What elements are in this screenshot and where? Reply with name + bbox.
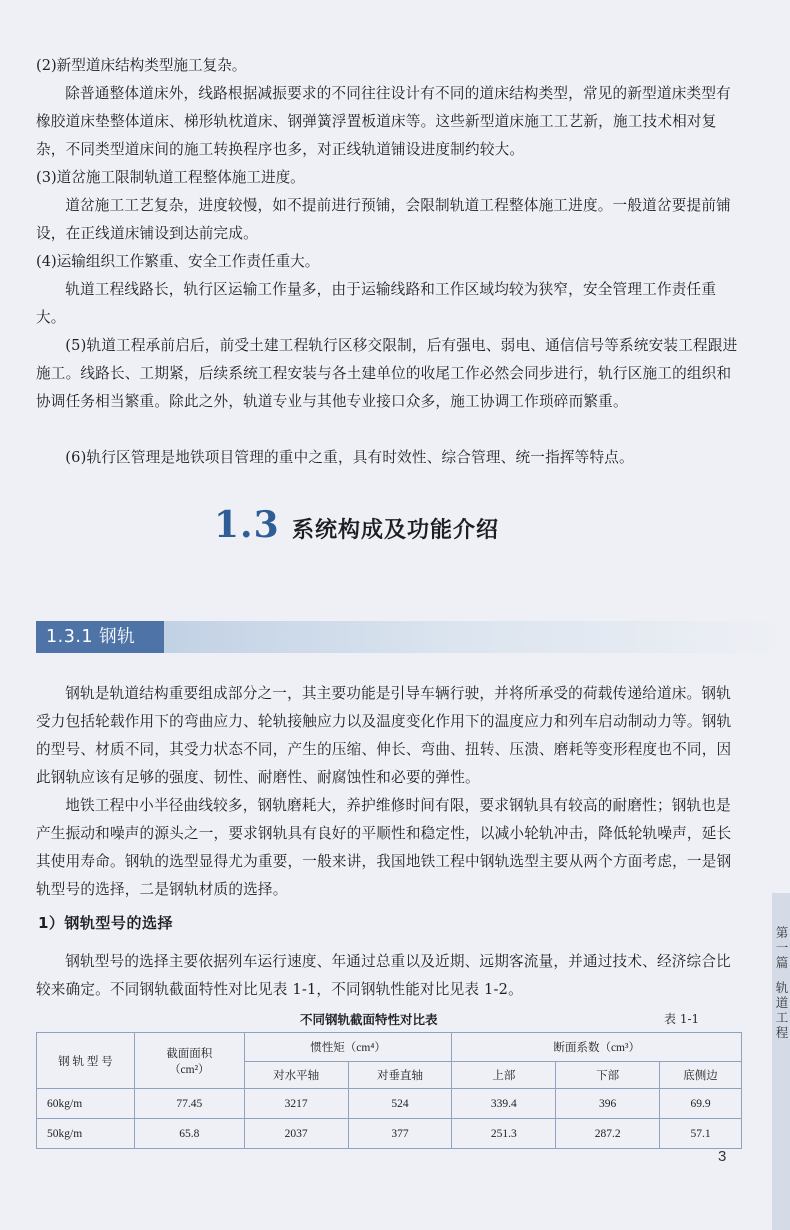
cell-modulus-bottom: 287.2 <box>556 1119 660 1149</box>
header-bottom: 下部 <box>556 1062 660 1089</box>
header-base-side: 底侧边 <box>660 1062 742 1089</box>
cell-modulus-top: 251.3 <box>452 1119 556 1149</box>
cell-inertia-h: 2037 <box>244 1119 348 1149</box>
item-4-body: 轨道工程线路长，轨行区运输工作量多，由于运输线路和工作区域均较为狭窄，安全管理工作责任重大。 <box>36 281 717 326</box>
cell-type: 60kg/m <box>37 1089 135 1119</box>
cell-type: 50kg/m <box>37 1119 135 1149</box>
table-row <box>37 1089 742 1119</box>
section-name: 系统构成及功能介绍 <box>292 518 500 543</box>
header-vertical-axis: 对垂直轴 <box>348 1062 452 1089</box>
cell-modulus-base: 69.9 <box>660 1089 742 1119</box>
item-4-heading: (4)运输组织工作繁重、安全工作责任重大。 <box>36 253 320 270</box>
subheading-rail-type: 1）钢轨型号的选择 <box>38 914 173 932</box>
chapter-side-label <box>775 925 789 1040</box>
section-number: 1.3 <box>214 504 280 546</box>
header-inertia: 惯性矩（cm⁴） <box>244 1033 452 1062</box>
item-3-body: 道岔施工工艺复杂，进度较慢，如不提前进行预铺，会限制轨道工程整体施工进度。一般道岔要提前铺设，在正线道床铺设到达前完成。 <box>36 197 731 242</box>
cell-modulus-bottom: 396 <box>556 1089 660 1119</box>
item-2-body: 除普通整体道床外，线路根据减振要求的不同往往设计有不同的道床结构类型，常见的新型道床类型有橡胶道床垫整体道床、梯形轨枕道床、钢弹簧浮置板道床等。这些新型道床施工工艺新，施工技术相对复杂，不同类型道床间的施工转换程序也多，对正线轨道铺设进度制约较大。 <box>36 85 731 158</box>
side-topic: 轨道工程 <box>775 980 789 1040</box>
cell-area: 65.8 <box>134 1119 244 1149</box>
cell-inertia-v: 524 <box>348 1089 452 1119</box>
cell-inertia-h: 3217 <box>244 1089 348 1119</box>
subsection-label: 1.3.1 钢轨 <box>46 627 136 647</box>
header-rail-type: 钢 轨 型 号 <box>37 1033 135 1089</box>
item-5-body: (5)轨道工程承前启后，前受土建工程轨行区移交限制，后有强电、弱电、通信信号等系统安装工程跟进施工。线路长、工期紧，后续系统工程安装与各土建单位的收尾工作必然会同步进行，轨行区施工的组织和协调任务相当繁重。除此之外，轨道专业与其他专业接口众多，施工协调工作琐碎而繁重。 <box>36 337 738 410</box>
header-top: 上部 <box>452 1062 556 1089</box>
table-caption: 不同钢轨截面特性对比表 <box>300 1012 438 1027</box>
body-paragraph-1: 钢轨是轨道结构重要组成部分之一，其主要功能是引导车辆行驶，并将所承受的荷载传递给道床。钢轨受力包括轮载作用下的弯曲应力、轮轨接触应力以及温度变化作用下的温度应力和列车启动制动力等。钢轨的型号、材质不同，其受力状态不同，产生的压缩、伸长、弯曲、扭转、压溃、磨耗等变形程度也不同，因此钢轨应该有足够的强度、韧性、耐磨性、耐腐蚀性和必要的弹性。 <box>36 685 732 786</box>
body-paragraph-3: 钢轨型号的选择主要依据列车运行速度、年通过总重以及近期、远期客流量，并通过技术、经济综合比较来确定。不同钢轨截面特性对比见表 1-1，不同钢轨性能对比见表 1-2。 <box>36 953 731 998</box>
cell-inertia-v: 377 <box>348 1119 452 1149</box>
header-area-unit: （cm²） <box>169 1063 210 1076</box>
body-paragraph-2: 地铁工程中小半径曲线较多，钢轨磨耗大，养护维修时间有限，要求钢轨具有较高的耐磨性；钢轨也是产生振动和噪声的源头之一，要求钢轨具有良好的平顺性和稳定性，以减小轮轨冲击，降低轮轨噪声，延长其使用寿命。钢轨的选型显得尤为重要，一般来讲，我国地铁工程中钢轨选型主要从两个方面考虑，一是钢轨型号的选择，二是钢轨材质的选择。 <box>36 797 732 898</box>
item-6-body: (6)轨行区管理是地铁项目管理的重中之重，具有时效性、综合管理、统一指挥等特点。 <box>65 449 634 466</box>
page-number: 3 <box>718 1148 727 1165</box>
table-row <box>37 1119 742 1149</box>
item-2-heading: (2)新型道床结构类型施工复杂。 <box>36 57 247 74</box>
cell-area: 77.45 <box>134 1089 244 1119</box>
item-3-heading: (3)道岔施工限制轨道工程整体施工进度。 <box>36 169 305 186</box>
header-area-label: 截面面积 <box>166 1047 213 1060</box>
table-number: 表 1-1 <box>664 1012 700 1026</box>
header-area <box>134 1033 244 1089</box>
cell-modulus-base: 57.1 <box>660 1119 742 1149</box>
header-modulus: 断面系数（cm³） <box>452 1033 742 1062</box>
cell-modulus-top: 339.4 <box>452 1089 556 1119</box>
rail-section-table <box>36 1032 742 1149</box>
header-horizontal-axis: 对水平轴 <box>244 1062 348 1089</box>
side-chapter: 第一篇 <box>775 925 789 970</box>
